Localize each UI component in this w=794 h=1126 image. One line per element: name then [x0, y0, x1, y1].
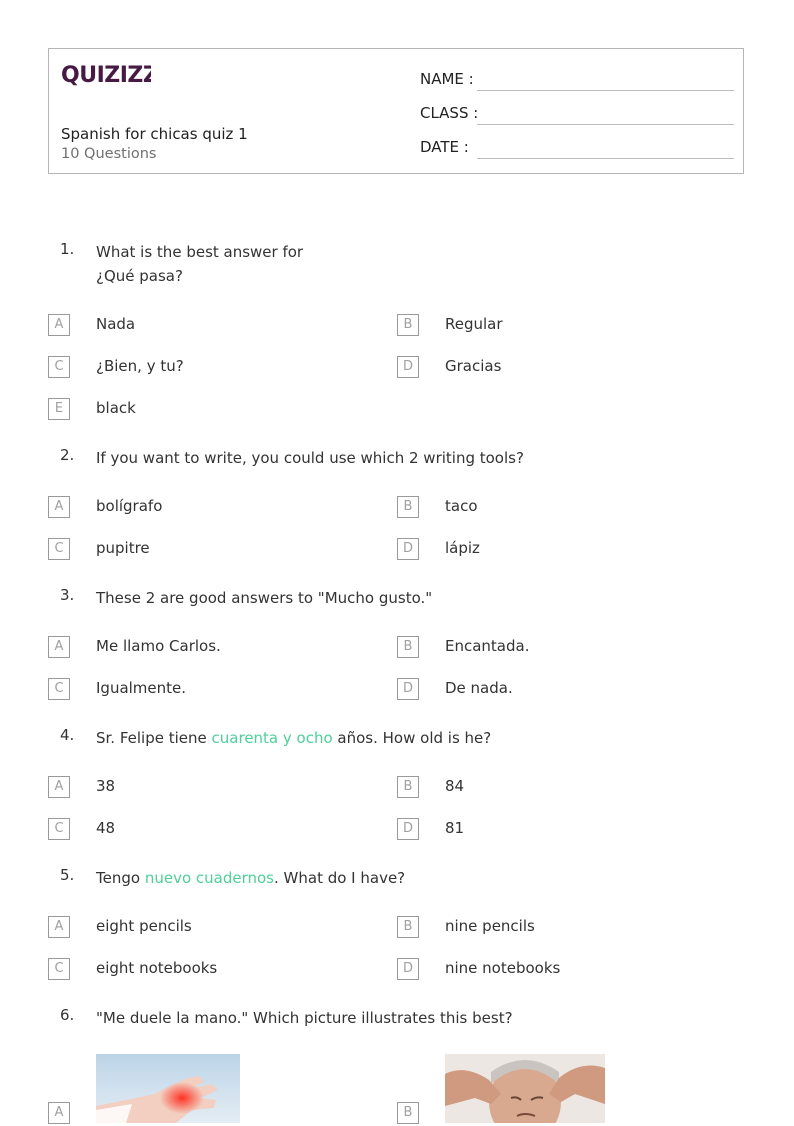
worksheet-header	[48, 48, 744, 174]
answer-option[interactable]	[397, 678, 697, 702]
date-label: DATE :	[420, 138, 469, 156]
option-text: 84	[445, 777, 465, 795]
answer-option[interactable]	[48, 678, 348, 702]
option-text: ¿Bien, y tu?	[96, 357, 184, 375]
answer-option[interactable]	[48, 356, 348, 380]
option-text: 38	[96, 777, 116, 795]
answer-option[interactable]	[397, 636, 697, 660]
headache-photo[interactable]	[445, 1054, 605, 1123]
date-line[interactable]	[477, 158, 734, 159]
option-text: Nada	[96, 315, 136, 333]
quizizz-logo	[61, 60, 151, 92]
answer-option[interactable]	[48, 538, 348, 562]
option-text: Gracias	[445, 357, 502, 375]
name-field[interactable]	[420, 65, 734, 91]
option-text: De nada.	[445, 679, 513, 697]
hand-pain-photo[interactable]	[96, 1054, 240, 1123]
answer-option[interactable]	[48, 916, 348, 940]
option-text: nine notebooks	[445, 959, 561, 977]
date-field[interactable]	[420, 133, 734, 159]
answer-option[interactable]	[397, 356, 697, 380]
question-text	[96, 726, 696, 750]
option-text: Me llamo Carlos.	[96, 637, 221, 655]
class-line[interactable]	[477, 124, 734, 125]
option-letter-box: E	[48, 398, 70, 420]
question-number: 1.	[60, 240, 75, 258]
option-letter-box: B	[397, 916, 419, 938]
question-text	[96, 866, 696, 890]
question-number: 2.	[60, 446, 75, 464]
option-letter-box: A	[48, 776, 70, 798]
answer-option[interactable]	[397, 916, 697, 940]
option-letter-box: D	[397, 958, 419, 980]
option-letter-box: B	[397, 776, 419, 798]
option-letter-box: D	[397, 678, 419, 700]
option-text: Encantada.	[445, 637, 530, 655]
option-text: Regular	[445, 315, 503, 333]
option-text: pupitre	[96, 539, 150, 557]
option-text: 48	[96, 819, 116, 837]
question-text-part: Sr. Felipe tiene	[96, 729, 212, 747]
quiz-title: Spanish for chicas quiz 1	[61, 125, 248, 143]
answer-option[interactable]	[48, 818, 348, 842]
option-letter-box: B	[397, 496, 419, 518]
option-letter-box: A	[48, 496, 70, 518]
answer-option[interactable]	[397, 1102, 437, 1126]
question-number: 5.	[60, 866, 75, 884]
answer-option[interactable]	[397, 818, 697, 842]
question-count: 10 Questions	[61, 146, 157, 162]
class-field[interactable]	[420, 99, 734, 125]
answer-option[interactable]	[48, 636, 348, 660]
quizizz-logo-mark	[61, 60, 151, 88]
name-label: NAME :	[420, 70, 474, 88]
option-letter-box: C	[48, 538, 70, 560]
option-text: eight pencils	[96, 917, 192, 935]
question-text-line: ¿Qué pasa?	[96, 267, 183, 285]
option-letter-box: A	[48, 1102, 70, 1124]
hand-pain-image	[96, 1054, 240, 1123]
option-text: nine pencils	[445, 917, 535, 935]
highlighted-phrase: cuarenta y ocho	[211, 729, 333, 747]
answer-option[interactable]	[48, 314, 348, 338]
option-letter-box: D	[397, 356, 419, 378]
question-text-part: . What do I have?	[274, 869, 406, 887]
option-letter-box: B	[397, 636, 419, 658]
question-text: If you want to write, you could use which 2 writing tools?	[96, 449, 524, 467]
question-number: 3.	[60, 586, 75, 604]
option-text: 81	[445, 819, 465, 837]
option-letter-box: D	[397, 538, 419, 560]
answer-option[interactable]	[48, 398, 348, 422]
option-text: lápiz	[445, 539, 480, 557]
headache-image	[445, 1054, 605, 1123]
option-letter-box: C	[48, 356, 70, 378]
question-text-part: años. How old is he?	[332, 729, 492, 747]
option-letter-box: B	[397, 314, 419, 336]
option-letter-box: C	[48, 678, 70, 700]
question-text	[96, 240, 696, 288]
answer-option[interactable]	[397, 314, 697, 338]
highlighted-phrase: nuevo cuadernos	[144, 869, 274, 887]
answer-option[interactable]	[397, 776, 697, 800]
option-text: bolígrafo	[96, 497, 163, 515]
answer-option[interactable]	[397, 496, 697, 520]
answer-option[interactable]	[48, 776, 348, 800]
option-text: black	[96, 399, 136, 417]
answer-option[interactable]	[48, 496, 348, 520]
question-number: 6.	[60, 1006, 75, 1024]
question-text: These 2 are good answers to "Mucho gusto."	[96, 589, 433, 607]
question-number: 4.	[60, 726, 75, 744]
class-label: CLASS :	[420, 104, 479, 122]
question-text-line: What is the best answer for	[96, 243, 304, 261]
option-letter-box: C	[48, 958, 70, 980]
option-letter-box: A	[48, 916, 70, 938]
option-text: taco	[445, 497, 478, 515]
option-letter-box: A	[48, 314, 70, 336]
answer-option[interactable]	[48, 958, 348, 982]
question-text: "Me duele la mano." Which picture illustrates this best?	[96, 1009, 513, 1027]
answer-option[interactable]	[397, 958, 697, 982]
option-letter-box: B	[397, 1102, 419, 1124]
option-letter-box: A	[48, 636, 70, 658]
option-text: eight notebooks	[96, 959, 218, 977]
svg-text:QUIZIZZ: QUIZIZZ	[61, 63, 151, 88]
question-text-part: Tengo	[96, 869, 145, 887]
answer-option[interactable]	[397, 538, 697, 562]
option-letter-box: D	[397, 818, 419, 840]
answer-option[interactable]	[48, 1102, 88, 1126]
option-letter-box: C	[48, 818, 70, 840]
name-line[interactable]	[477, 90, 734, 91]
option-text: Igualmente.	[96, 679, 187, 697]
